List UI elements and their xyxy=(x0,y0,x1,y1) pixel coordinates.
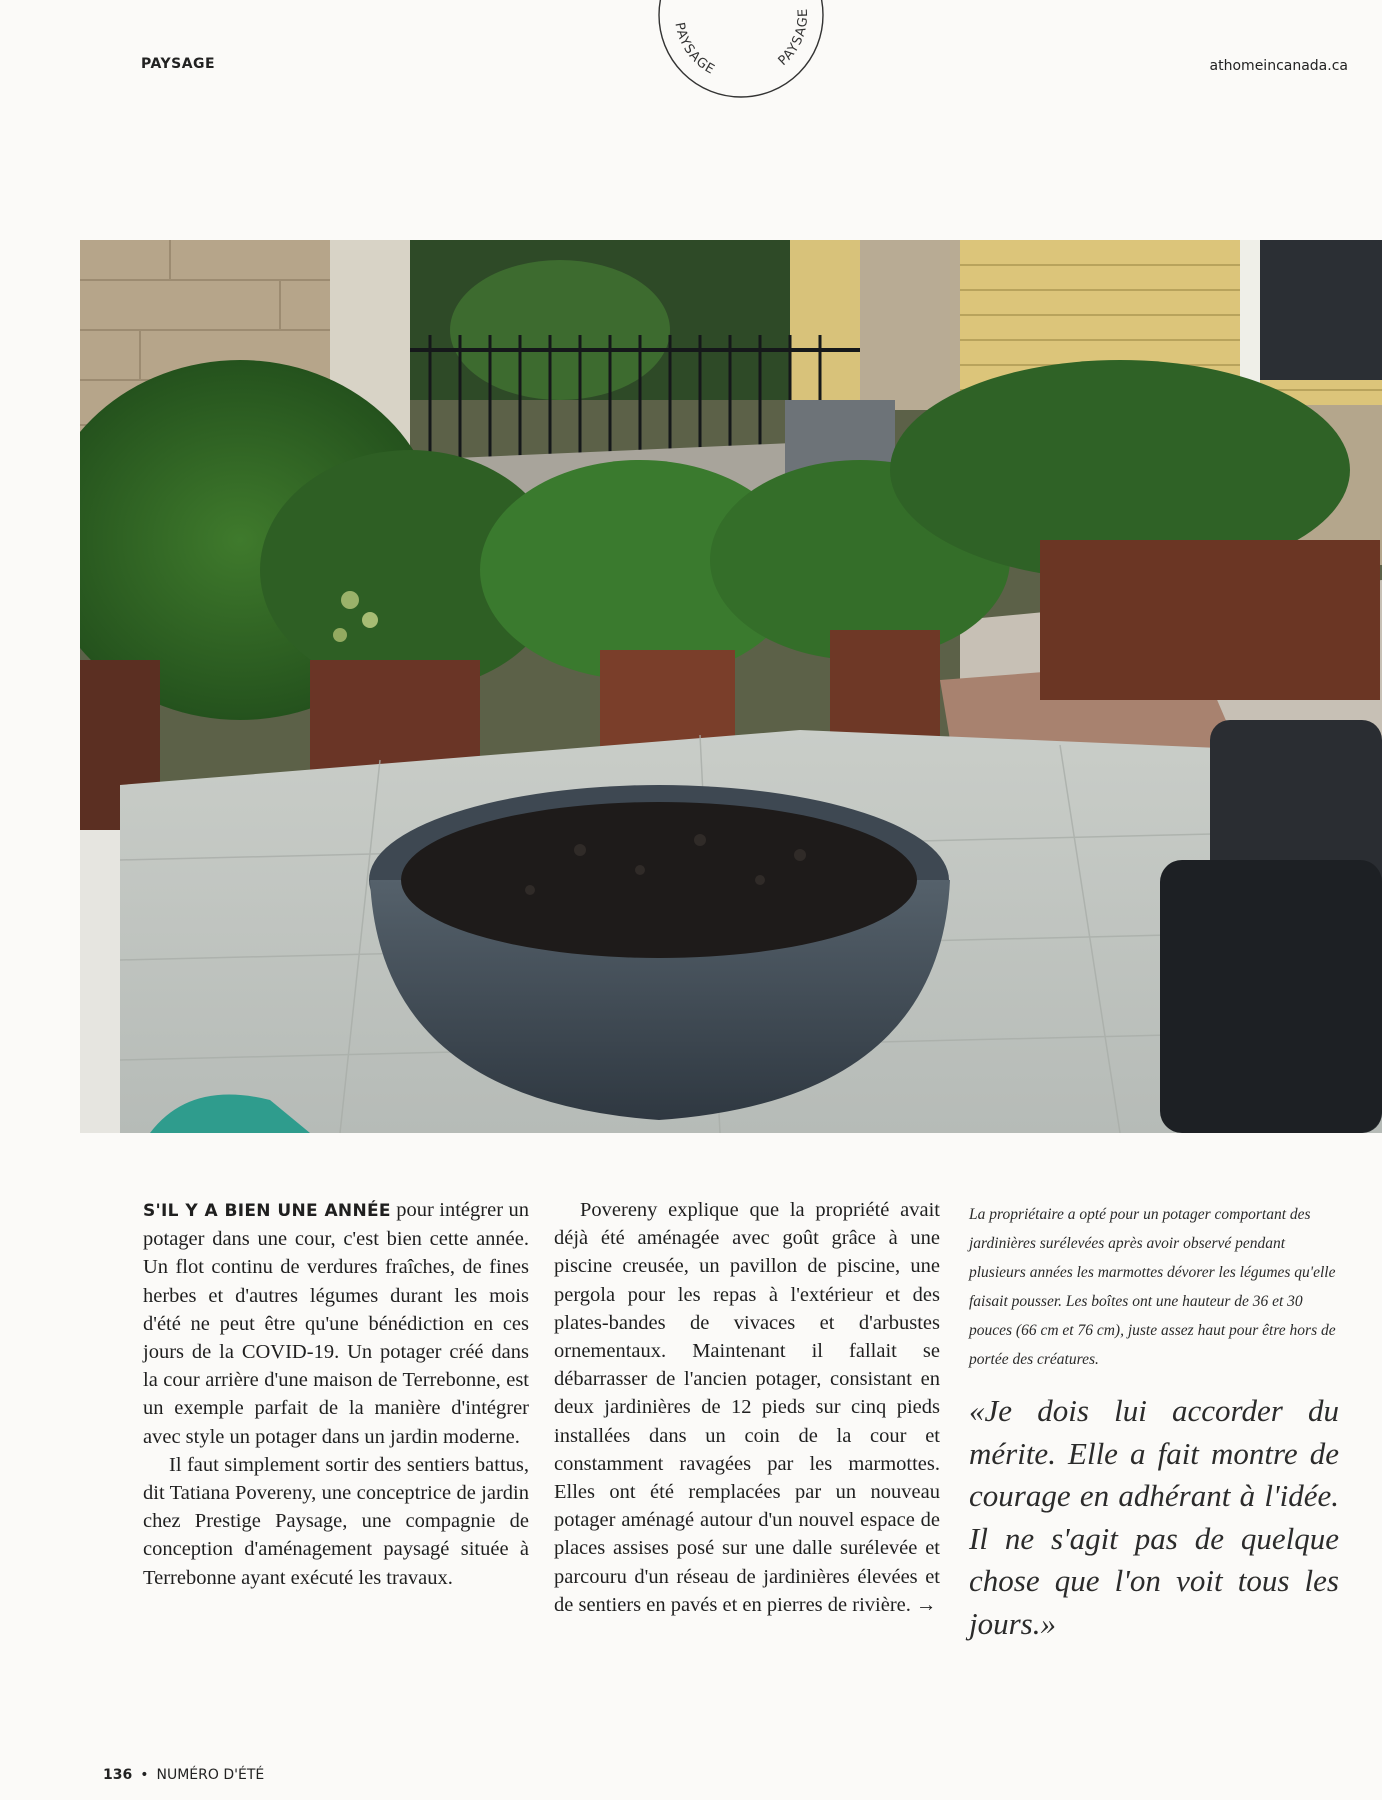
stamp-text-1: PAYSAGE xyxy=(671,21,718,78)
page-footer xyxy=(103,1767,264,1783)
bullet-icon: • xyxy=(140,1767,149,1783)
pull-quote: «Je dois lui accorder du mérite. Elle a fait montre de courage en adhérant à l'idée. Il ne s'agit pas de quelque chose que l'on voit tous les jours.» xyxy=(969,1393,1339,1641)
article-paragraph: Il faut simplement sortir des sentiers battus, dit Tatiana Povereny, une conceptrice de jardin chez Prestige Paysage, une compagnie de conception d'aménagement paysagé située à Terrebonne ayant exécuté les travaux. xyxy=(143,1453,529,1589)
planter-box xyxy=(1040,540,1380,700)
article-paragraph xyxy=(143,1196,529,1451)
issue-name: NUMÉRO D'ÉTÉ xyxy=(156,1767,265,1783)
paragraph-text: pour intégrer un potager dans une cour, c'est bien cette année. Un flot continu de verdures fraîches, de fines herbes et d'autres légumes durant les mois d'été ne peut être qu'une bénédiction en ces jours de la COVID-19. Un potager créé dans la cour arrière d'une maison de Terrebonne, est un exemple parfait de la manière d'intégrer avec style un potager dans un jardin moderne. xyxy=(143,1199,529,1448)
site-url: athomeincanada.ca xyxy=(1209,58,1348,74)
lava-rocks xyxy=(401,802,917,958)
lounge-chair xyxy=(1160,860,1382,1133)
page-number: 136 xyxy=(103,1767,133,1783)
paysage-stamp xyxy=(641,0,841,140)
svg-text:PAYSAGE xyxy=(776,8,812,69)
lead-in: S'IL Y A BIEN UNE ANNÉE xyxy=(143,1201,391,1221)
garden-patio-photo xyxy=(80,240,1382,1133)
article-paragraph: Povereny explique que la propriété avait déjà été aménagée avec goût grâce à une piscine creusée, un pavillon de piscine, une pergola pour les repas à l'extérieur et des plates-bandes de vivaces et d'arbustes ornementaux. Maintenant il fallait se débarrasser de l'ancien potager, consistant en deux jardinières de 12 pieds sur cinq pieds installées dans un coin de la cour et constamment ravagées par les marmottes. Elles ont été remplacées par un nouveau potager aménagé autour d'un nouvel espace de places assises posé sur une dalle surélevée et parcouru d'un réseau de jardinières élevées et de sentiers en pavés et en pierres de rivière. → xyxy=(554,1199,940,1616)
stamp-text-2: PAYSAGE xyxy=(775,7,812,69)
photo-caption: La propriétaire a opté pour un potager comportant des jardinières surélevées après avoir observé pendant plusieurs années les marmottes dévorer les légumes qu'elle faisait pousser. Les boîtes ont une hauteur de 36 et 30 pouces (66 cm et 76 cm), juste assez haut pour être hors de portée des créatures. xyxy=(969,1206,1336,1368)
article-column-1 xyxy=(143,1196,529,1592)
article-column-2 xyxy=(554,1196,940,1619)
svg-text:PAYSAGE xyxy=(671,21,717,78)
section-label: PAYSAGE xyxy=(141,56,216,72)
